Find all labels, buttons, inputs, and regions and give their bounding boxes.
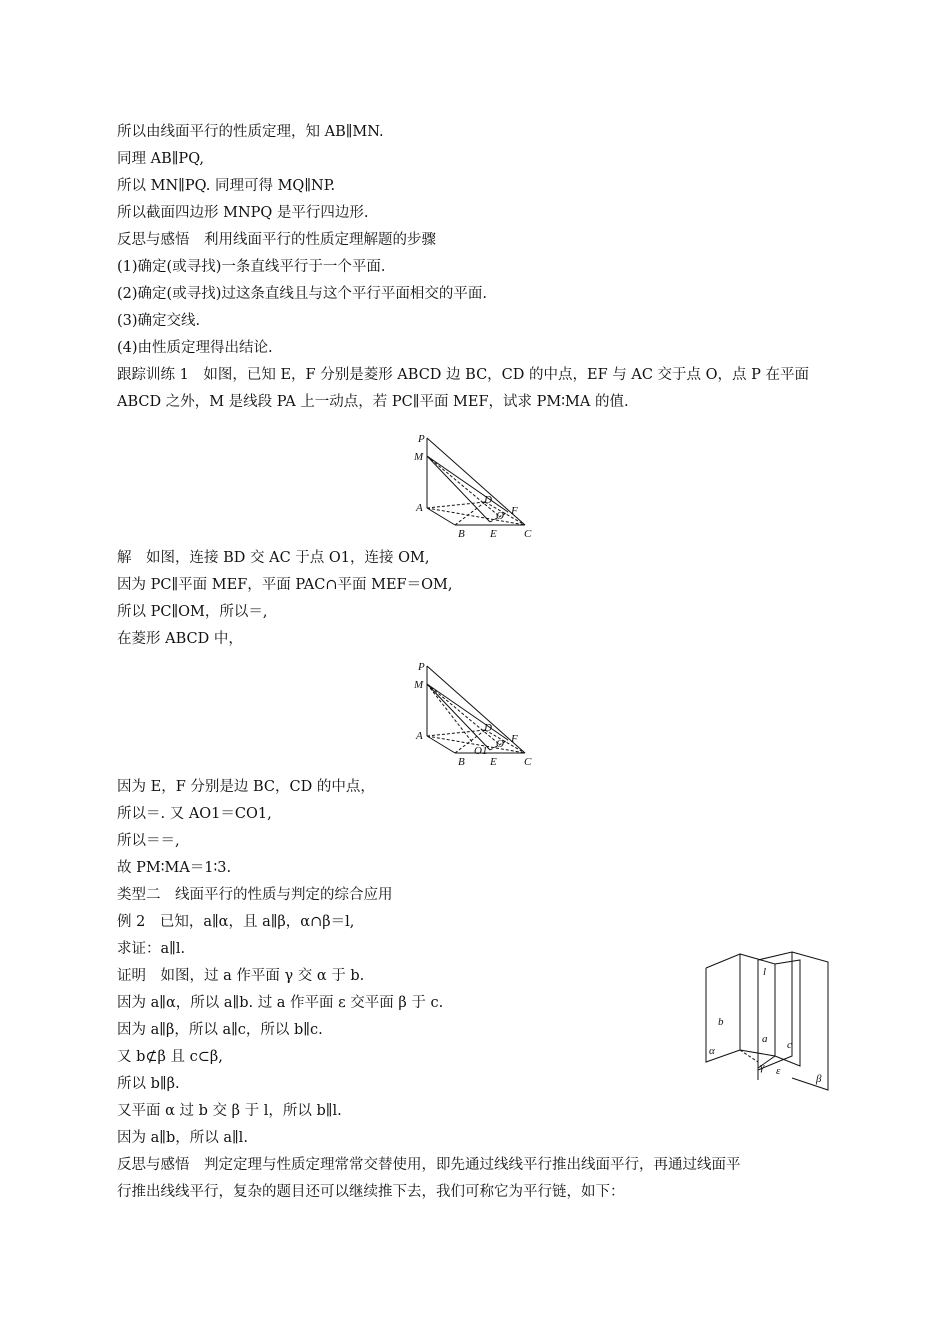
line-label: l bbox=[763, 966, 767, 978]
plane-label: ε bbox=[776, 1065, 781, 1077]
point-label: M bbox=[414, 679, 424, 691]
text-line: (2)确定(或寻找)过这条直线且与这个平行平面相交的平面. bbox=[117, 286, 487, 302]
text-line: (3)确定交线. bbox=[117, 313, 201, 329]
point-label: C bbox=[524, 528, 532, 540]
section-heading: 反思与感悟 利用线面平行的性质定理解题的步骤 bbox=[117, 232, 436, 248]
solution-line: 因为 E，F 分别是边 BC，CD 的中点， bbox=[117, 779, 375, 795]
proof-line: 所以 b∥β. bbox=[117, 1076, 180, 1092]
solution-line: 因为 PC∥平面 MEF，平面 PAC∩平面 MEF＝OM, bbox=[117, 577, 453, 593]
proof-line: 因为 a∥β，所以 a∥c，所以 b∥c. bbox=[117, 1022, 323, 1038]
planes-figure bbox=[700, 950, 840, 1095]
point-label: F bbox=[511, 733, 518, 745]
proof-line: 又平面 α 过 b 交 β 于 l，所以 b∥l. bbox=[117, 1103, 342, 1119]
point-label: P bbox=[418, 661, 425, 673]
point-label: E bbox=[490, 528, 497, 540]
exercise-line: 跟踪训练 1 如图，已知 E，F 分别是菱形 ABCD 边 BC，CD 的中点，EF 与 AC 交于点 O，点 P 在平面 bbox=[117, 367, 809, 383]
line-label: a bbox=[762, 1033, 768, 1045]
text-line: (4)由性质定理得出结论. bbox=[117, 340, 273, 356]
point-label: E bbox=[490, 756, 497, 768]
point-label: D bbox=[484, 722, 492, 734]
point-label: B bbox=[458, 756, 465, 768]
point-label: A bbox=[416, 502, 423, 514]
pyramid-figure-1 bbox=[400, 430, 550, 545]
plane-label: β bbox=[816, 1073, 822, 1085]
pyramid-figure-2 bbox=[400, 658, 550, 773]
solution-line: 所以＝＝, bbox=[117, 833, 180, 849]
proof-line: 又 b⊄β 且 c⊂β, bbox=[117, 1049, 223, 1065]
solution-line: 所以 PC∥OM，所以＝, bbox=[117, 604, 268, 620]
section-heading: 类型二 线面平行的性质与判定的综合应用 bbox=[117, 887, 393, 903]
exercise-line: ABCD 之外，M 是线段 PA 上一动点，若 PC∥平面 MEF，试求 PM∶MA 的值. bbox=[117, 394, 629, 410]
point-label: C bbox=[524, 756, 532, 768]
point-label: D bbox=[484, 494, 492, 506]
text-line: 同理 AB∥PQ, bbox=[117, 151, 204, 167]
plane-label: γ bbox=[760, 1061, 765, 1073]
point-label: O bbox=[496, 738, 504, 750]
proof-line: 因为 a∥α，所以 a∥b. 过 a 作平面 ε 交平面 β 于 c. bbox=[117, 995, 444, 1011]
solution-line: 故 PM∶MA＝1∶3. bbox=[117, 860, 232, 876]
example-line: 求证：a∥l. bbox=[117, 941, 186, 957]
solution-line: 所以＝. 又 AO1＝CO1, bbox=[117, 806, 272, 822]
text-line: 所以由线面平行的性质定理，知 AB∥MN. bbox=[117, 124, 384, 140]
solution-line: 解 如图，连接 BD 交 AC 于点 O1，连接 OM, bbox=[117, 550, 430, 566]
point-label: O1 bbox=[474, 745, 488, 757]
point-label: A bbox=[416, 730, 423, 742]
point-label: M bbox=[414, 451, 424, 463]
proof-line: 因为 a∥b，所以 a∥l. bbox=[117, 1130, 248, 1146]
reflection-line: 反思与感悟 判定定理与性质定理常常交替使用，即先通过线线平行推出线面平行，再通过线面平 bbox=[117, 1157, 741, 1173]
point-label: O bbox=[496, 510, 504, 522]
plane-label: α bbox=[709, 1045, 715, 1057]
text-line: 所以 MN∥PQ. 同理可得 MQ∥NP. bbox=[117, 178, 336, 194]
text-line: (1)确定(或寻找)一条直线平行于一个平面. bbox=[117, 259, 386, 275]
text-line: 所以截面四边形 MNPQ 是平行四边形. bbox=[117, 205, 369, 221]
proof-line: 证明 如图，过 a 作平面 γ 交 α 于 b. bbox=[117, 968, 365, 984]
line-label: c bbox=[787, 1039, 792, 1051]
point-label: P bbox=[418, 433, 425, 445]
point-label: B bbox=[458, 528, 465, 540]
reflection-line: 行推出线线平行，复杂的题目还可以继续推下去，我们可称它为平行链，如下： bbox=[117, 1184, 625, 1200]
solution-line: 在菱形 ABCD 中， bbox=[117, 631, 243, 647]
point-label: F bbox=[511, 505, 518, 517]
line-label: b bbox=[718, 1016, 724, 1028]
example-line: 例 2 已知，a∥α，且 a∥β，α∩β＝l, bbox=[117, 914, 355, 930]
